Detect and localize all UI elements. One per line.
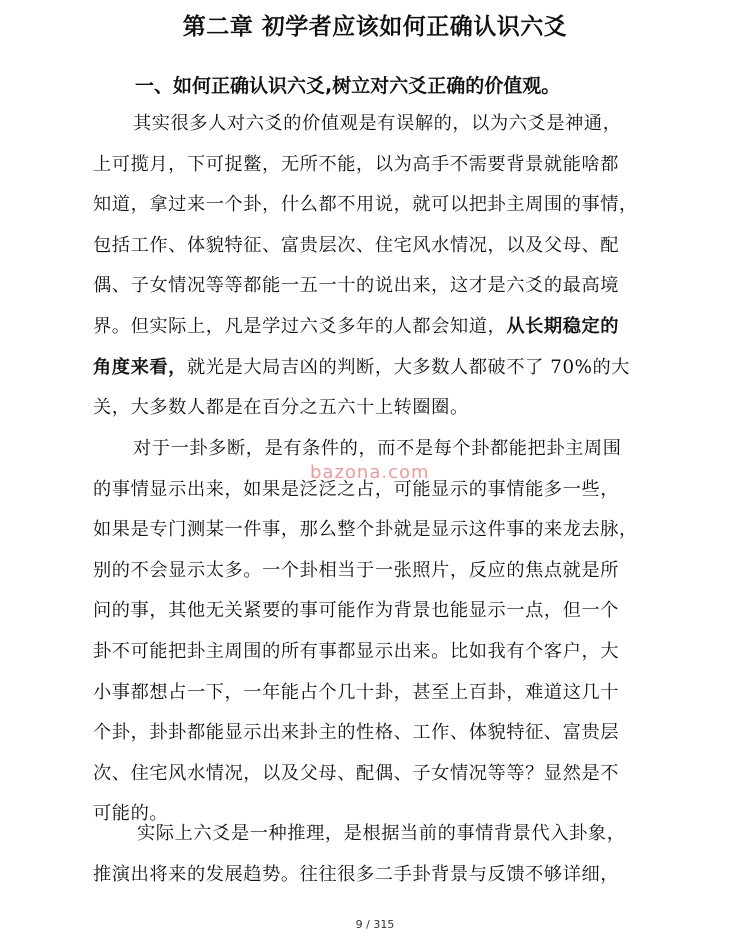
emphasis-text: 从长期稳定的 bbox=[506, 315, 620, 337]
paragraph-line: 关，大多数人都是在百分之五六十上转圈圈。 bbox=[93, 397, 469, 419]
paragraph-line: 偶、子女情况等等都能一五一十的说出来，这才是六爻的最高境 bbox=[93, 275, 620, 297]
paragraph-line: 小事都想占一下，一年能占个几十卦，甚至上百卦，难道这几十 bbox=[93, 681, 620, 703]
emphasis-text: 角度来看， bbox=[93, 356, 187, 378]
paragraph-line: 实际上六爻是一种推理，是根据当前的事情背景代入卦象， bbox=[137, 823, 626, 844]
paragraph-line: 次、住宅风水情况，以及父母、配偶、子女情况等等？显然是不 bbox=[93, 762, 620, 784]
paragraph-3 bbox=[93, 814, 673, 895]
paragraph-line: 包括工作、体貌特征、富贵层次、住宅风水情况，以及父母、配 bbox=[93, 234, 620, 256]
paragraph-1 bbox=[93, 104, 673, 429]
paragraph-line: 知道，拿过来一个卦，什么都不用说，就可以把卦主周围的事情， bbox=[93, 194, 638, 216]
paragraph-line: 的事情显示出来，如果是泛泛之占，可能显示的事情能多一些， bbox=[93, 478, 620, 500]
watermark: bazona.com bbox=[310, 462, 430, 483]
paragraph-line: 别的不会显示太多。一个卦相当于一张照片，反应的焦点就是所 bbox=[93, 559, 620, 581]
text-run: 界。但实际上，凡是学过六爻多年的人都会知道， bbox=[93, 315, 507, 337]
paragraph-2 bbox=[93, 429, 673, 835]
text-run: 就光是大局吉凶的判断，大多数人都破不了 70%的大 bbox=[186, 356, 631, 378]
section-heading: 一、如何正确认识六爻,树立对六爻正确的价值观。 bbox=[135, 75, 561, 97]
chapter-title: 第二章 初学者应该如何正确认识六爻 bbox=[182, 14, 568, 40]
paragraph-line: 推演出将来的发展趋势。往往很多二手卦背景与反馈不够详细， bbox=[93, 863, 620, 885]
paragraph-line: 其实很多人对六爻的价值观是有误解的，以为六爻是神通， bbox=[133, 113, 622, 134]
paragraph-line bbox=[93, 307, 673, 348]
page-number: 9 / 315 bbox=[355, 918, 395, 931]
paragraph-line: 问的事，其他无关紧要的事可能作为背景也能显示一点，但一个 bbox=[93, 600, 620, 622]
paragraph-line bbox=[93, 348, 673, 389]
paragraph-line: 对于一卦多断，是有条件的，而不是每个卦都能把卦主周围 bbox=[133, 438, 622, 459]
paragraph-line: 可能的。 bbox=[93, 803, 169, 825]
paragraph-line: 卦不可能把卦主周围的所有事都显示出来。比如我有个客户，大 bbox=[93, 640, 620, 662]
paragraph-line: 上可揽月，下可捉鳖，无所不能，以为高手不需要背景就能啥都 bbox=[93, 153, 620, 175]
paragraph-line: 如果是专门测某一件事，那么整个卦就是显示这件事的来龙去脉， bbox=[93, 519, 638, 541]
paragraph-line: 个卦，卦卦都能显示出来卦主的性格、工作、体貌特征、富贵层 bbox=[93, 722, 620, 744]
